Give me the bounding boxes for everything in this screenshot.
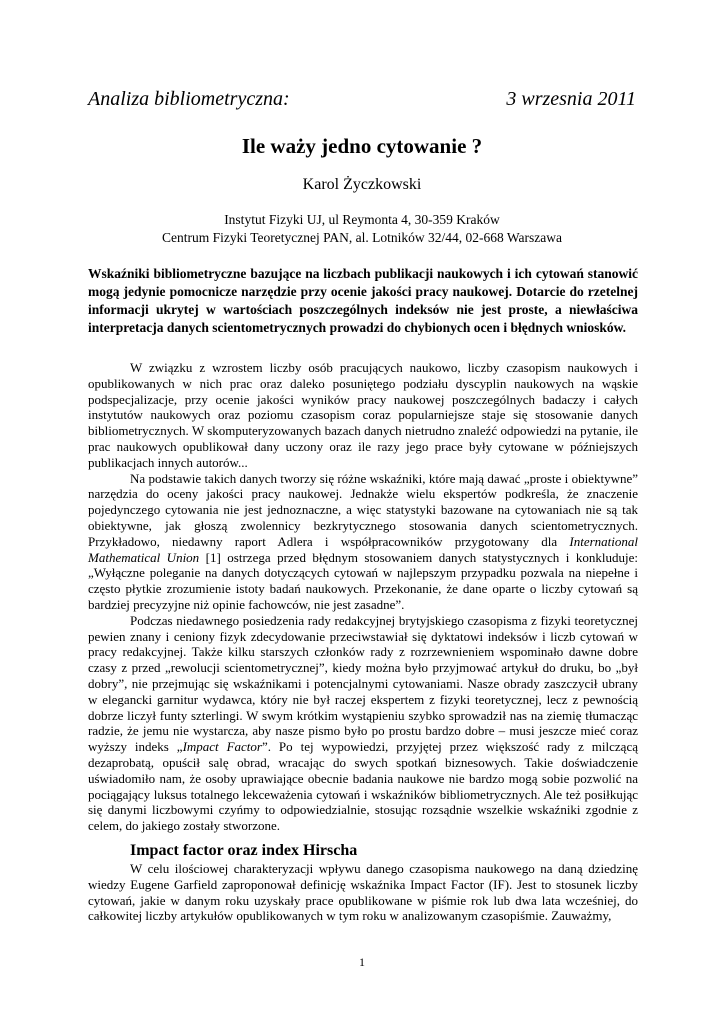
paragraph xyxy=(88,613,638,834)
paragraph-text: [1] ostrzega przed błędnym stosowaniem danych statystycznych i konkluduje: „Wyłączne poleganie na danych dotyczących cytowań w najlepszym przypadku pozwala na niepełne i często płytkie zrozumienie istoty badań naukowych. Przekonanie, że dane oparte o liczby cytowań są bardziej precyzyjne niż opinie fachowców, nie jest zasadne”. xyxy=(88,549,638,612)
page-number: 1 xyxy=(359,955,365,969)
affiliation-line: Centrum Fizyki Teoretycznej PAN, al. Lotników 32/44, 02-668 Warszawa xyxy=(161,230,563,245)
paragraph-text: ”. Po tej wypowiedzi, przyjętej przez większość rady z milczącą dezaprobatą, opuścił salę obrad, wracając do swych spotkań biznesowych. Takie doświadczenie uświadomiło nam, że osoby uprawiające obecnie badania naukowe nie bardzo mogą sobie pozwolić na pociągający luksus totalnego lekceważenia cytowań i wskaźników bibliometrycznych. Ale też posiłkując się danymi liczbowymi czyńmy to odpowiedzialnie, stosując rozsądnie wszelkie wskaźniki zgodnie z celem, do jakiego zostały stworzone. xyxy=(88,739,638,834)
abstract: Wskaźniki bibliometryczne bazujące na liczbach publikacji naukowych i ich cytowań stanowić mogą jedynie pomocnicze narzędzie przy ocenie jakości pracy naukowej. Dotarcie do rzetelnej informacji ukrytej w wartościach poszczególnych indeksów nie jest proste, a niewłaściwa interpretacja danych scientometrycznych prowadzi do chybionych ocen i błędnych wniosków. xyxy=(88,266,638,335)
section-text xyxy=(88,861,638,924)
body-text xyxy=(88,360,638,834)
paragraph: W związku z wzrostem liczby osób pracujących naukowo, liczby czasopism naukowych i opublikowanych w nich prac oraz daleko posuniętego podziału dyscyplin naukowych na wąskie podspecjalizacje, przy ocenie jakości wyników pracy naukowej poszczególnych badaczy i całych instytutów naukowych oraz poziomu czasopism coraz popularniejsze staje się stosowanie danych bibliometrycznych. W skomputeryzowanych bazach danych nietrudno znaleźć odpowiedzi na pytanie, ile prac naukowych opublikował dany uczony oraz ile razy jego prace były cytowane w późniejszych publikacjach innych autorów... xyxy=(88,360,638,470)
affiliation-line: Instytut Fizyki UJ, ul Reymonta 4, 30-359 Kraków xyxy=(224,212,500,227)
paragraph xyxy=(88,471,638,613)
paragraph-text: Na podstawie takich danych tworzy się różne wskaźniki, które mają dawać „proste i obiektywne” narzędzia do oceny jakości pracy naukowej. Jednakże wielu ekspertów podkreśla, że znaczenie pojedynczego cytowania nie jest jednoznaczne, a więc statystyki bazowane na cytowaniach nie są tak obiektywne, jak głoszą zwolennicy bezkrytycznego stosowania danych scientometrycznych. Przykładowo, niedawny raport Adlera i współpracowników przygotowany dla xyxy=(88,470,638,549)
header-date: 3 wrzesnia 2011 xyxy=(506,88,636,110)
header-left-label: Analiza bibliometryczna: xyxy=(88,88,290,110)
affiliations xyxy=(0,211,724,247)
paragraph: W celu ilościowej charakteryzacji wpływu danego czasopisma naukowego na daną dziedzinę wiedzy Eugene Garfield zaproponował definicję wskaźnika Impact Factor (IF). Jest to stosunek liczby cytowań, jakie w danym roku uzyskały prace opublikowane w piśmie rok lub dwa lata wcześniej, do całkowitej liczby artykułów opublikowanych w tym roku w analizowanym czasopiśmie. Zauważmy, xyxy=(88,861,638,924)
paragraph-text: Podczas niedawnego posiedzenia rady redakcyjnej brytyjskiego czasopisma z fizyki teoretycznej pewien znany i ceniony fizyk zdecydowanie przeciwstawiał się dyktatowi indeksów i liczb cytowań w pracy redakcyjnej. Także kilku starszych członków rady z rozrzewnieniem wspominało dawne dobre czasy z przed „rewolucji scientometrycznej”, kiedy można było przyjmować artykuł do druku, bo „był dobry”, nie przejmując się wskaźnikami i potencjalnymi cytowaniami. Nasze obrady zaszczycił ubrany w elegancki garnitur wydawca, który nie był raczej ekspertem z fizyki teoretycznej, lecz z pewnością dobrze liczył funty szterlingi. W swym krótkim wystąpieniu szybko sprowadził nas na ziemię tłumacząc radzie, że jemu nie wystarcza, aby nasze pismo było po prostu bardzo dobre – musi jeszcze mieć coraz wyższy indeks „ xyxy=(88,612,638,755)
document-title: Ile waży jedno cytowanie ? xyxy=(241,134,483,158)
journal-name: International Mathematical Union xyxy=(88,533,638,565)
term-impact-factor: Impact Factor xyxy=(182,739,262,755)
section-heading: Impact factor oraz index Hirscha xyxy=(130,842,358,859)
author-name: Karol Życzkowski xyxy=(302,176,422,193)
